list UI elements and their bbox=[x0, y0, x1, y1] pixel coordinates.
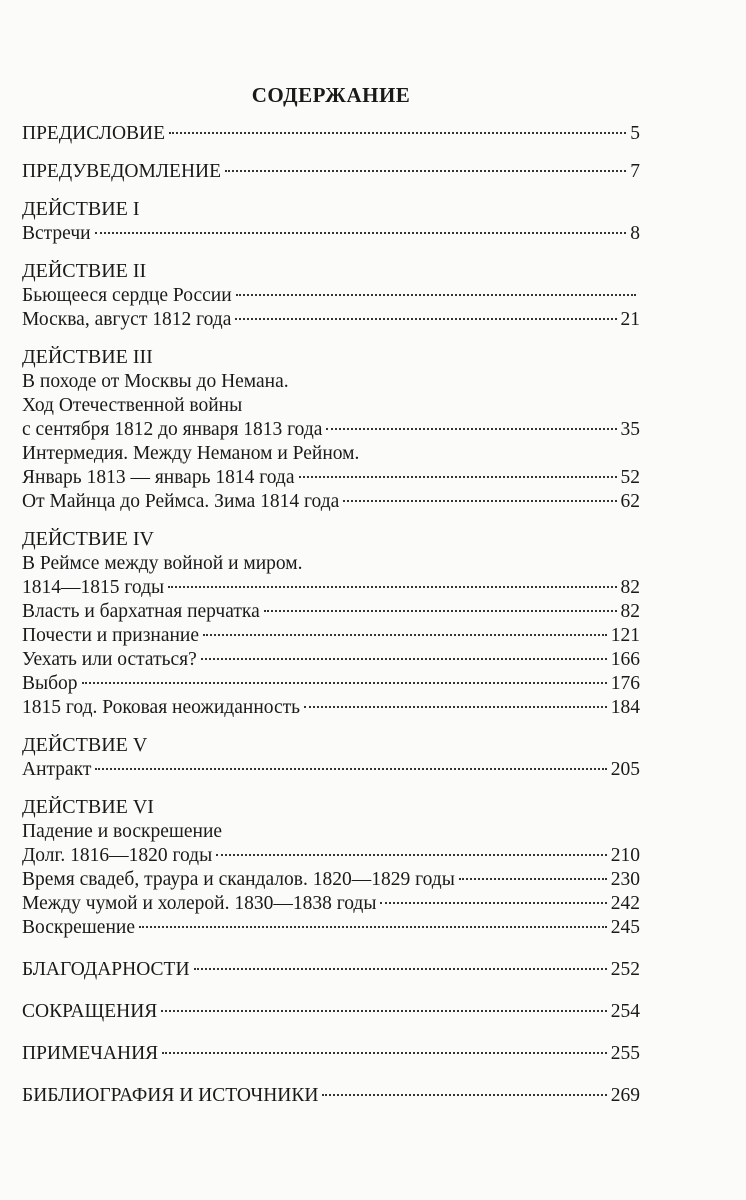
entry-page: 254 bbox=[610, 1001, 640, 1022]
entry-label: Воскрешение bbox=[22, 917, 135, 938]
act-heading: ДЕЙСТВИЕ VI bbox=[22, 796, 154, 818]
entry-page: 8 bbox=[630, 223, 640, 244]
toc-entry bbox=[22, 308, 640, 332]
entry-page: 166 bbox=[610, 649, 640, 670]
entry-page: 230 bbox=[610, 869, 640, 890]
table-of-contents bbox=[22, 80, 640, 1108]
act-heading: ДЕЙСТВИЕ III bbox=[22, 346, 153, 368]
toc-entry-preface bbox=[22, 122, 640, 146]
entry-page: 82 bbox=[620, 601, 640, 622]
entry-page: 205 bbox=[610, 759, 640, 780]
leader-dots bbox=[326, 428, 616, 430]
entry-label: ПРИМЕЧАНИЯ bbox=[22, 1043, 159, 1064]
leader-dots bbox=[343, 500, 616, 502]
leader-dots bbox=[216, 854, 607, 856]
entry-label: БЛАГОДАРНОСТИ bbox=[22, 959, 190, 980]
entry-label: 1815 год. Роковая неожиданность bbox=[22, 697, 301, 718]
toc-entry bbox=[22, 892, 640, 916]
toc-entry-notes bbox=[22, 1042, 640, 1066]
entry-page: 5 bbox=[630, 123, 640, 144]
entry-label: Уехать или остаться? bbox=[22, 649, 197, 670]
toc-entry bbox=[22, 418, 640, 442]
leader-dots bbox=[194, 968, 607, 970]
leader-dots bbox=[264, 610, 617, 612]
entry-page: 255 bbox=[610, 1043, 640, 1064]
act-heading: ДЕЙСТВИЕ I bbox=[22, 198, 140, 220]
entry-label: Время свадеб, траура и скандалов. 1820—1829 годы bbox=[22, 869, 455, 890]
leader-dots bbox=[203, 634, 607, 636]
entry-page: 252 bbox=[610, 959, 640, 980]
toc-entry bbox=[22, 758, 640, 782]
entry-label: Антракт bbox=[22, 759, 92, 780]
toc-entry bbox=[22, 624, 640, 648]
toc-entry-bibliography bbox=[22, 1084, 640, 1108]
toc-entry-foreword bbox=[22, 160, 640, 184]
toc-entry bbox=[22, 490, 640, 514]
entry-label: Москва, август 1812 года bbox=[22, 309, 232, 330]
toc-entry-acknowledgements bbox=[22, 958, 640, 982]
entry-label: с сентября 1812 до января 1813 года bbox=[22, 419, 323, 440]
leader-dots bbox=[459, 878, 607, 880]
entry-label: Почести и признание bbox=[22, 625, 200, 646]
entry-label: Январь 1813 — январь 1814 года bbox=[22, 467, 295, 488]
toc-entry bbox=[22, 576, 640, 600]
leader-dots bbox=[236, 294, 636, 296]
toc-entry bbox=[22, 466, 640, 490]
leader-dots bbox=[139, 926, 607, 928]
leader-dots bbox=[162, 1052, 607, 1054]
entry-page: 176 bbox=[610, 673, 640, 694]
entry-label: Встречи bbox=[22, 223, 91, 244]
entry-label: СОКРАЩЕНИЯ bbox=[22, 1001, 158, 1022]
entry-page: 121 bbox=[610, 625, 640, 646]
entry-label: Между чумой и холерой. 1830—1838 годы bbox=[22, 893, 377, 914]
entry-label: ПРЕДИСЛОВИЕ bbox=[22, 123, 166, 144]
entry-subline: В походе от Москвы до Немана. bbox=[22, 371, 289, 392]
toc-entry bbox=[22, 844, 640, 868]
entry-page: 184 bbox=[610, 697, 640, 718]
entry-subline: Интермедия. Между Неманом и Рейном. bbox=[22, 443, 360, 464]
leader-dots bbox=[225, 170, 626, 172]
leader-dots bbox=[235, 318, 616, 320]
toc-entry bbox=[22, 916, 640, 940]
toc-entry bbox=[22, 648, 640, 672]
entry-label: 1814—1815 годы bbox=[22, 577, 165, 598]
toc-entry bbox=[22, 600, 640, 624]
entry-subline: Падение и воскрешение bbox=[22, 821, 223, 842]
leader-dots bbox=[168, 586, 616, 588]
entry-page: 7 bbox=[630, 161, 640, 182]
entry-page: 82 bbox=[620, 577, 640, 598]
toc-entry bbox=[22, 672, 640, 696]
act-heading: ДЕЙСТВИЕ V bbox=[22, 734, 148, 756]
toc-entry bbox=[22, 696, 640, 720]
toc-entry bbox=[22, 284, 640, 308]
act-heading: ДЕЙСТВИЕ IV bbox=[22, 528, 154, 550]
leader-dots bbox=[95, 232, 627, 234]
entry-page: 62 bbox=[620, 491, 640, 512]
leader-dots bbox=[169, 132, 626, 134]
entry-label: ПРЕДУВЕДОМЛЕНИЕ bbox=[22, 161, 222, 182]
toc-entry-abbreviations bbox=[22, 1000, 640, 1024]
entry-label: БИБЛИОГРАФИЯ И ИСТОЧНИКИ bbox=[22, 1085, 319, 1106]
entry-page: 35 bbox=[620, 419, 640, 440]
toc-entry bbox=[22, 868, 640, 892]
leader-dots bbox=[322, 1094, 606, 1096]
entry-page: 210 bbox=[610, 845, 640, 866]
entry-label: Власть и бархатная перчатка bbox=[22, 601, 260, 622]
entry-label: От Майнца до Реймса. Зима 1814 года bbox=[22, 491, 340, 512]
leader-dots bbox=[304, 706, 607, 708]
toc-entry bbox=[22, 222, 640, 246]
leader-dots bbox=[201, 658, 607, 660]
entry-page: 242 bbox=[610, 893, 640, 914]
entry-page: 269 bbox=[610, 1085, 640, 1106]
entry-subline: В Реймсе между войной и миром. bbox=[22, 553, 303, 574]
entry-page: 52 bbox=[620, 467, 640, 488]
leader-dots bbox=[299, 476, 617, 478]
entry-page: 21 bbox=[620, 309, 640, 330]
entry-label: Бьющееся сердце России bbox=[22, 285, 232, 306]
act-heading: ДЕЙСТВИЕ II bbox=[22, 260, 147, 282]
entry-subline: Ход Отечественной войны bbox=[22, 395, 243, 416]
entry-label: Долг. 1816—1820 годы bbox=[22, 845, 213, 866]
entry-label: Выбор bbox=[22, 673, 78, 694]
leader-dots bbox=[95, 768, 606, 770]
leader-dots bbox=[82, 682, 607, 684]
entry-page: 245 bbox=[610, 917, 640, 938]
leader-dots bbox=[161, 1010, 606, 1012]
leader-dots bbox=[380, 902, 606, 904]
page-title: СОДЕРЖАНИЕ bbox=[251, 83, 411, 107]
